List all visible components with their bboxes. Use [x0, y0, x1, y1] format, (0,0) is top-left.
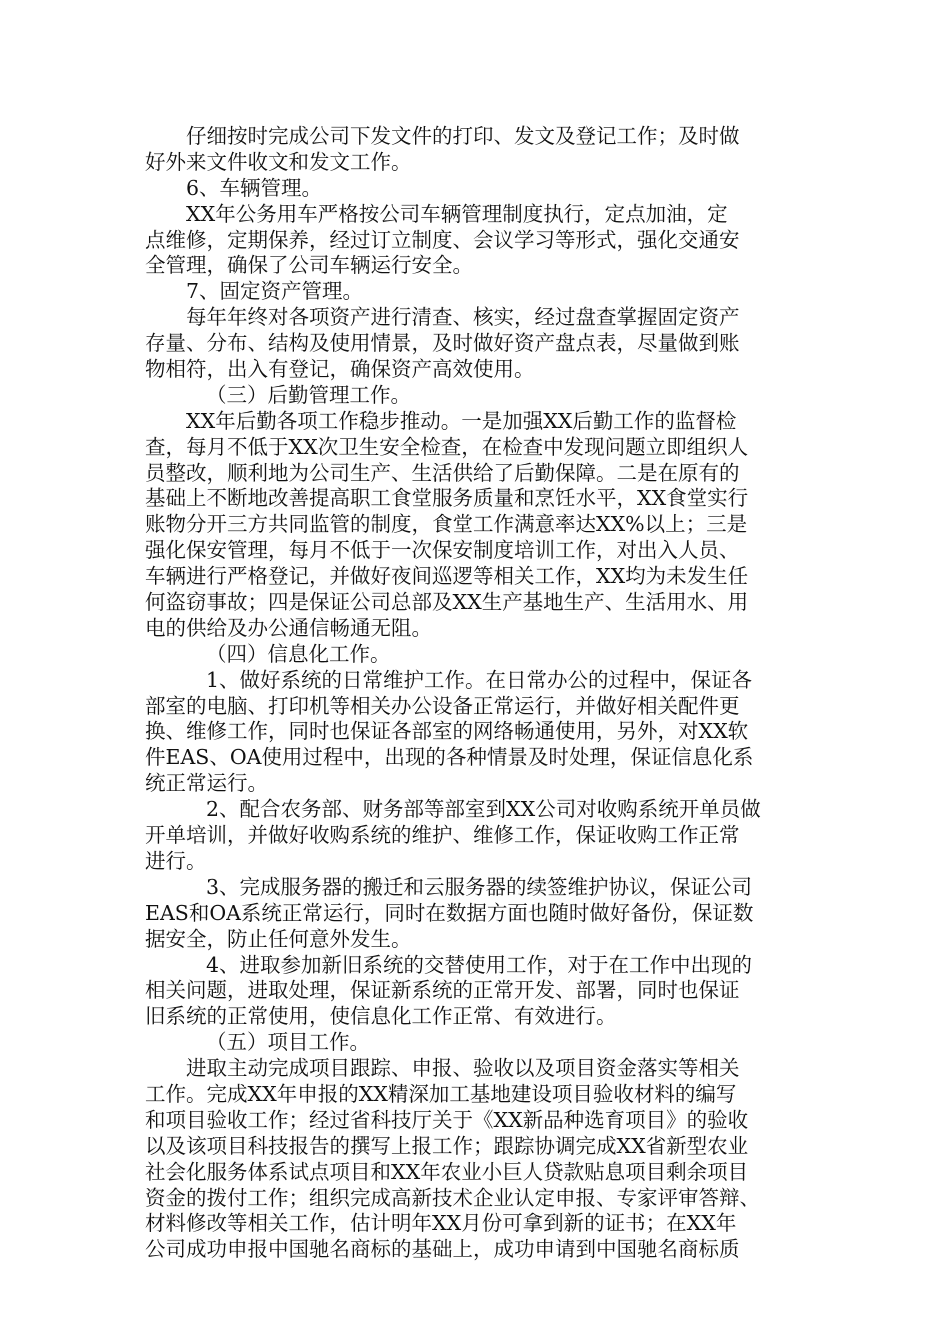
- text-line: 强化保安管理，每月不低于一次保安制度培训工作，对出入人员、: [145, 538, 740, 563]
- text-line: 进行。: [145, 848, 207, 873]
- text-line: 2、配合农务部、财务部等部室到XX公司对收购系统开单员做: [206, 797, 761, 822]
- text-line: 部室的电脑、打印机等相关办公设备正常运行，并做好相关配件更: [145, 693, 740, 718]
- text-line: 旧系统的正常使用，使信息化工作正常、有效进行。: [145, 1004, 617, 1029]
- text-line: （五）项目工作。: [206, 1030, 370, 1055]
- text-line: EAS和OA系统正常运行，同时在数据方面也随时做好备份，保证数: [145, 900, 754, 925]
- text-line: 件EAS、OA使用过程中，出现的各种情景及时处理，保证信息化系: [145, 745, 754, 770]
- text-line: XX年公务用车严格按公司车辆管理制度执行，定点加油，定: [186, 201, 728, 226]
- text-line: （四）信息化工作。: [206, 641, 391, 666]
- text-line: 1、做好系统的日常维护工作。在日常办公的过程中，保证各: [206, 667, 753, 692]
- text-line: 点维修，定期保养，经过订立制度、会议学习等形式，强化交通安: [145, 227, 740, 252]
- text-line: 换、维修工作，同时也保证各部室的网络畅通使用，另外，对XX软: [145, 719, 749, 744]
- text-line: 电的供给及办公通信畅通无阻。: [145, 615, 432, 640]
- text-line: 员整改，顺利地为公司生产、生活供给了后勤保障。二是在原有的: [145, 460, 740, 485]
- text-line: 公司成功申报中国驰名商标的基础上，成功申请到中国驰名商标质: [145, 1237, 740, 1262]
- text-line: 相关问题，进取处理，保证新系统的正常开发、部署，同时也保证: [145, 978, 740, 1003]
- text-line: 物相符，出入有登记，确保资产高效使用。: [145, 357, 535, 382]
- text-line: 据安全，防止任何意外发生。: [145, 926, 412, 951]
- text-line: 查，每月不低于XX次卫生安全检查，在检查中发现问题立即组织人: [145, 434, 749, 459]
- text-line: XX年后勤各项工作稳步推动。一是加强XX后勤工作的监督检: [186, 408, 737, 433]
- text-line: 车辆进行严格登记，并做好夜间巡逻等相关工作，XX均为未发生任: [145, 564, 749, 589]
- text-line: 基础上不断地改善提高职工食堂服务质量和烹饪水平，XX食堂实行: [145, 486, 749, 511]
- text-line: 7、固定资产管理。: [186, 279, 364, 304]
- text-line: 统正常运行。: [145, 771, 268, 796]
- text-line: 和项目验收工作；经过省科技厅关于《XX新品种选育项目》的验收: [145, 1107, 749, 1132]
- text-line: 存量、分布、结构及使用情景，及时做好资产盘点表，尽量做到账: [145, 331, 740, 356]
- text-line: 3、完成服务器的搬迁和云服务器的续签维护协议，保证公司: [206, 874, 753, 899]
- text-line: 工作。完成XX年申报的XX精深加工基地建设项目验收材料的编写: [145, 1081, 737, 1106]
- text-line: 开单培训，并做好收购系统的维护、维修工作，保证收购工作正常: [145, 823, 740, 848]
- text-line: 好外来文件收文和发文工作。: [145, 149, 412, 174]
- text-line: 账物分开三方共同监管的制度，食堂工作满意率达XX%以上；三是: [145, 512, 748, 537]
- text-line: 资金的拨付工作；组织完成高新技术企业认定申报、专家评审答辩、: [145, 1185, 760, 1210]
- text-line: 何盗窃事故；四是保证公司总部及XX生产基地生产、生活用水、用: [145, 590, 749, 615]
- document-body: [145, 124, 820, 1263]
- text-line: 进取主动完成项目跟踪、申报、验收以及项目资金落实等相关: [186, 1056, 740, 1081]
- text-line: 社会化服务体系试点项目和XX年农业小巨人贷款贴息项目剩余项目: [145, 1159, 749, 1184]
- text-line: 仔细按时完成公司下发文件的打印、发文及登记工作；及时做: [186, 124, 740, 148]
- text-line: 每年年终对各项资产进行清查、核实，经过盘查掌握固定资产: [186, 305, 740, 330]
- text-line: （三）后勤管理工作。: [206, 382, 411, 407]
- text-line: 全管理，确保了公司车辆运行安全。: [145, 253, 473, 278]
- text-line: 4、进取参加新旧系统的交替使用工作，对于在工作中出现的: [206, 952, 753, 977]
- text-line: 以及该项目科技报告的撰写上报工作；跟踪协调完成XX省新型农业: [145, 1133, 749, 1158]
- text-line: 材料修改等相关工作，估计明年XX月份可拿到新的证书；在XX年: [145, 1211, 737, 1236]
- text-line: 6、车辆管理。: [186, 175, 323, 200]
